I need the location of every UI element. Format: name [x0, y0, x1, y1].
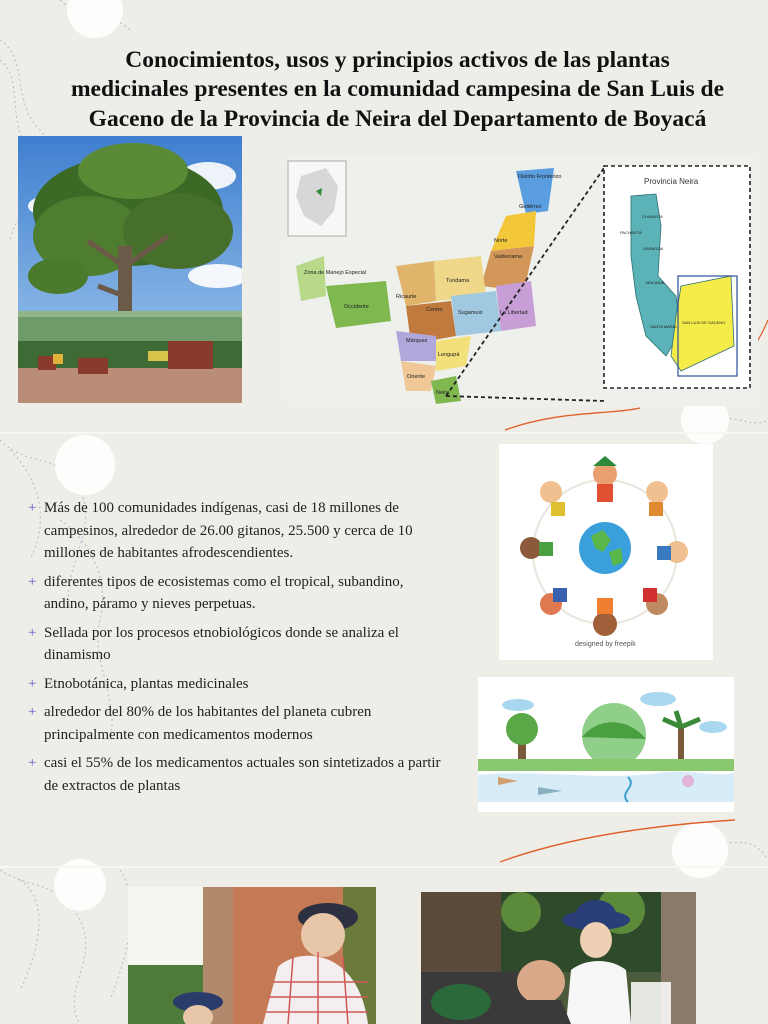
inset-label: SANTA MARÍA	[650, 324, 677, 329]
map-label: Zona de Manejo Especial	[304, 270, 367, 276]
map-label: Márquez	[406, 338, 428, 344]
plus-icon: +	[28, 500, 37, 516]
map-label: Gutiérrez	[519, 204, 542, 210]
ecosystem-illustration	[478, 677, 734, 812]
map-label: Valderrama	[494, 254, 523, 260]
boyaca-map	[286, 156, 758, 406]
inset-label: SAN LUIS DE GACENO	[682, 320, 726, 325]
tree-photo	[18, 136, 242, 403]
plus-icon: +	[28, 755, 37, 771]
freepik-credit: designed by freepik	[575, 641, 636, 648]
map-label: Centro	[426, 307, 443, 313]
plus-icon: +	[28, 573, 37, 590]
plus-icon: +	[28, 704, 37, 720]
info-bullet-list	[28, 497, 448, 803]
bullet-item: + diferentes tipos de ecosistemas como el tropical, subandino, andino, páramo y nieves perpetuas.	[28, 571, 448, 616]
map-label: Occidente	[344, 304, 369, 310]
map-label: Norte	[494, 238, 508, 244]
fieldwork-photo	[421, 892, 696, 1024]
plus-icon: +	[28, 624, 37, 641]
bullet-item: + Sellada por los procesos etnobiológicos donde se analiza el dinamismo	[28, 622, 448, 667]
bullet-item: + Etnobotánica, plantas medicinales	[28, 673, 448, 696]
page-title: Conocimientos, usos y principios activos de las plantas medicinales presentes en la comunidad campesina de San Luis de Gaceno de la Provincia de Neira del Departamento de Boyacá	[70, 46, 725, 132]
inset-label: CHINAVITA	[642, 214, 663, 219]
bullet-item: + casi el 55% de los medicamentos actuales son sintetizados a partir de extractos de plantas	[28, 752, 448, 797]
map-label: Lengupá	[438, 352, 460, 358]
map-label: La Libertad	[500, 310, 528, 316]
map-label: Ricaurte	[396, 294, 417, 300]
bullet-item: + Más de 100 comunidades indígenas, casi de 18 millones de campesinos, alrededor de 26.00 gitanos, 25.500 y cerca de 10 millones de habitantes afrodescendientes.	[28, 497, 448, 565]
plus-icon: +	[28, 675, 37, 692]
inset-label: MACANAL	[646, 280, 666, 285]
map-label: Sugamuxi	[458, 310, 483, 316]
map-label: Distrito Fronterizo	[518, 174, 562, 180]
inset-title: Provincia Neira	[644, 177, 699, 186]
map-label: Tundama	[446, 278, 470, 284]
map-label: Oriente	[407, 374, 426, 380]
inset-label: PACHAVITA	[620, 230, 642, 235]
elderly-man-photo	[128, 887, 376, 1024]
bullet-item: + alrededor del 80% de los habitantes del planeta cubren principalmente con medicamentos modernos	[28, 701, 448, 746]
map-label: Neira	[436, 390, 450, 396]
inset-label: GARAGOA	[643, 246, 664, 251]
children-globe-illustration	[499, 444, 713, 660]
